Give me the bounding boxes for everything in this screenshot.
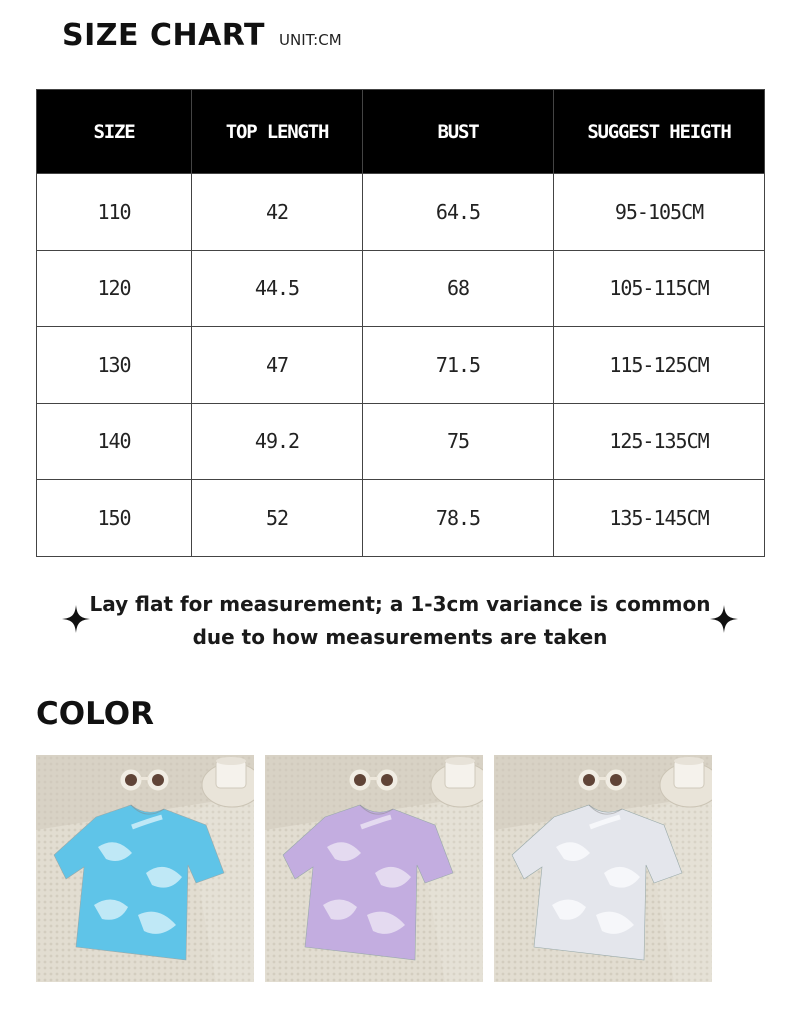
cell-suggest-height: 125-135CM <box>554 403 765 480</box>
table-row <box>37 250 765 327</box>
cell-size: 130 <box>37 327 192 404</box>
cell-suggest-height: 135-145CM <box>554 480 765 557</box>
cell-top-length: 52 <box>192 480 363 557</box>
note-line-2: due to how measurements are taken <box>192 625 608 649</box>
table-row <box>37 174 765 251</box>
measurement-note <box>0 588 800 654</box>
cell-bust: 64.5 <box>363 174 554 251</box>
cell-size: 140 <box>37 403 192 480</box>
cell-suggest-height: 105-115CM <box>554 250 765 327</box>
color-photo-white[interactable] <box>494 755 712 982</box>
cell-bust: 71.5 <box>363 327 554 404</box>
color-photo-purple[interactable] <box>265 755 483 982</box>
cell-top-length: 44.5 <box>192 250 363 327</box>
column-header-size: SIZE <box>37 90 192 174</box>
cell-size: 150 <box>37 480 192 557</box>
table-row <box>37 327 765 404</box>
cell-top-length: 49.2 <box>192 403 363 480</box>
cell-bust: 78.5 <box>363 480 554 557</box>
cell-top-length: 42 <box>192 174 363 251</box>
cell-size: 120 <box>37 250 192 327</box>
cell-suggest-height: 95-105CM <box>554 174 765 251</box>
unit-label: UNIT:CM <box>279 31 342 49</box>
cell-top-length: 47 <box>192 327 363 404</box>
table-row <box>37 403 765 480</box>
color-photo-blue[interactable] <box>36 755 254 982</box>
cell-bust: 75 <box>363 403 554 480</box>
cell-suggest-height: 115-125CM <box>554 327 765 404</box>
column-header-suggest-height: SUGGEST HEIGTH <box>554 90 765 174</box>
page-title: SIZE CHART <box>62 18 266 53</box>
column-header-top-length: TOP LENGTH <box>192 90 363 174</box>
sparkle-icon <box>709 604 739 634</box>
cell-bust: 68 <box>363 250 554 327</box>
color-section-title: COLOR <box>36 696 154 732</box>
note-line-1: Lay flat for measurement; a 1-3cm variance is common <box>89 592 711 616</box>
table-header-row <box>37 90 765 174</box>
cell-size: 110 <box>37 174 192 251</box>
column-header-bust: BUST <box>363 90 554 174</box>
size-chart-header <box>62 18 342 53</box>
table-row <box>37 480 765 557</box>
size-table <box>36 89 765 557</box>
